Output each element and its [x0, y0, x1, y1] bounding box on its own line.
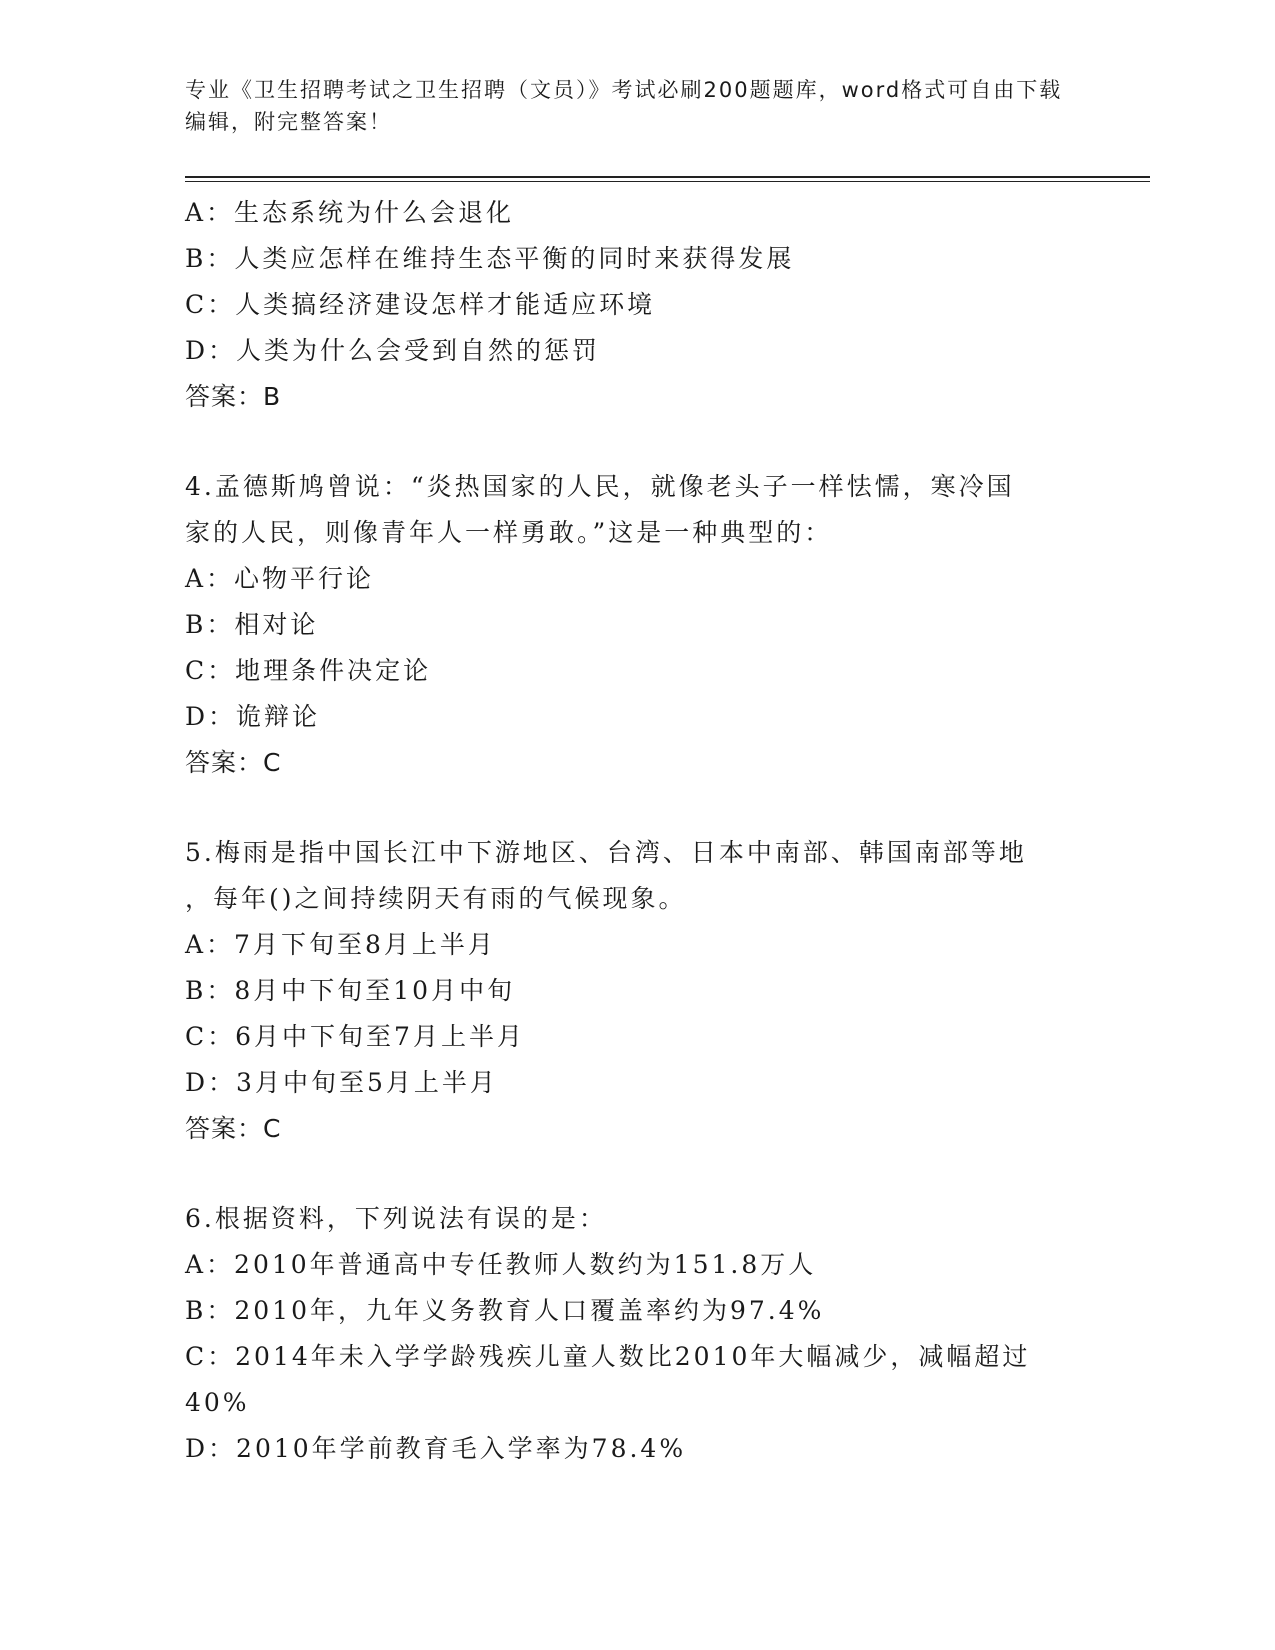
option-b: B：人类应怎样在维持生态平衡的同时来获得发展 [185, 244, 795, 273]
option-a: A：生态系统为什么会退化 [185, 198, 515, 227]
option-a: A：2010年普通高中专任教师人数约为151.8万人 [185, 1250, 817, 1279]
question-stem-line-1: 4.孟德斯鸠曾说：“炎热国家的人民，就像老头子一样怯懦，寒冷国 [185, 472, 1015, 501]
question-5 [185, 830, 1065, 1152]
question-stem-line-1: 5.梅雨是指中国长江中下游地区、台湾、日本中南部、韩国南部等地 [185, 838, 1027, 867]
option-c: C：人类搞经济建设怎样才能适应环境 [185, 290, 656, 319]
option-b: B：2010年，九年义务教育人口覆盖率约为97.4% [185, 1296, 825, 1325]
option-d: D：3月中旬至5月上半月 [185, 1068, 498, 1097]
option-d: D：2010年学前教育毛入学率为78.4% [185, 1434, 687, 1463]
option-a: A：7月下旬至8月上半月 [185, 930, 496, 959]
answer-label: 答案：B [185, 382, 282, 411]
question-stem: 6.根据资料，下列说法有误的是： [185, 1204, 607, 1233]
header-divider [185, 176, 1150, 178]
question-4 [185, 464, 1065, 786]
answer-label: 答案：C [185, 1114, 282, 1143]
question-stem-line-2: 家的人民，则像青年人一样勇敢。”这是一种典型的： [185, 518, 833, 547]
question-content [185, 190, 1065, 1472]
option-d: D：人类为什么会受到自然的惩罚 [185, 336, 601, 365]
question-6 [185, 1196, 1065, 1472]
option-d: D：诡辩论 [185, 702, 321, 731]
option-c: C：2014年未入学学龄残疾儿童人数比2010年大幅减少，减幅超过 [185, 1342, 1031, 1371]
answer-label: 答案：C [185, 748, 282, 777]
option-b: B：相对论 [185, 610, 319, 639]
option-c: C：地理条件决定论 [185, 656, 432, 685]
option-b: B：8月中下旬至10月中旬 [185, 976, 516, 1005]
document-header: 专业《卫生招聘考试之卫生招聘（文员）》考试必刷200题题库，word格式可自由下载编辑，附完整答案！ [185, 78, 1063, 134]
question-3 [185, 190, 1065, 420]
option-c-continued: 40% [185, 1388, 250, 1417]
option-c: C：6月中下旬至7月上半月 [185, 1022, 525, 1051]
option-a: A：心物平行论 [185, 564, 375, 593]
question-stem-line-2: ，每年()之间持续阴天有雨的气候现象。 [185, 884, 687, 913]
header-divider-thin [185, 181, 1150, 182]
